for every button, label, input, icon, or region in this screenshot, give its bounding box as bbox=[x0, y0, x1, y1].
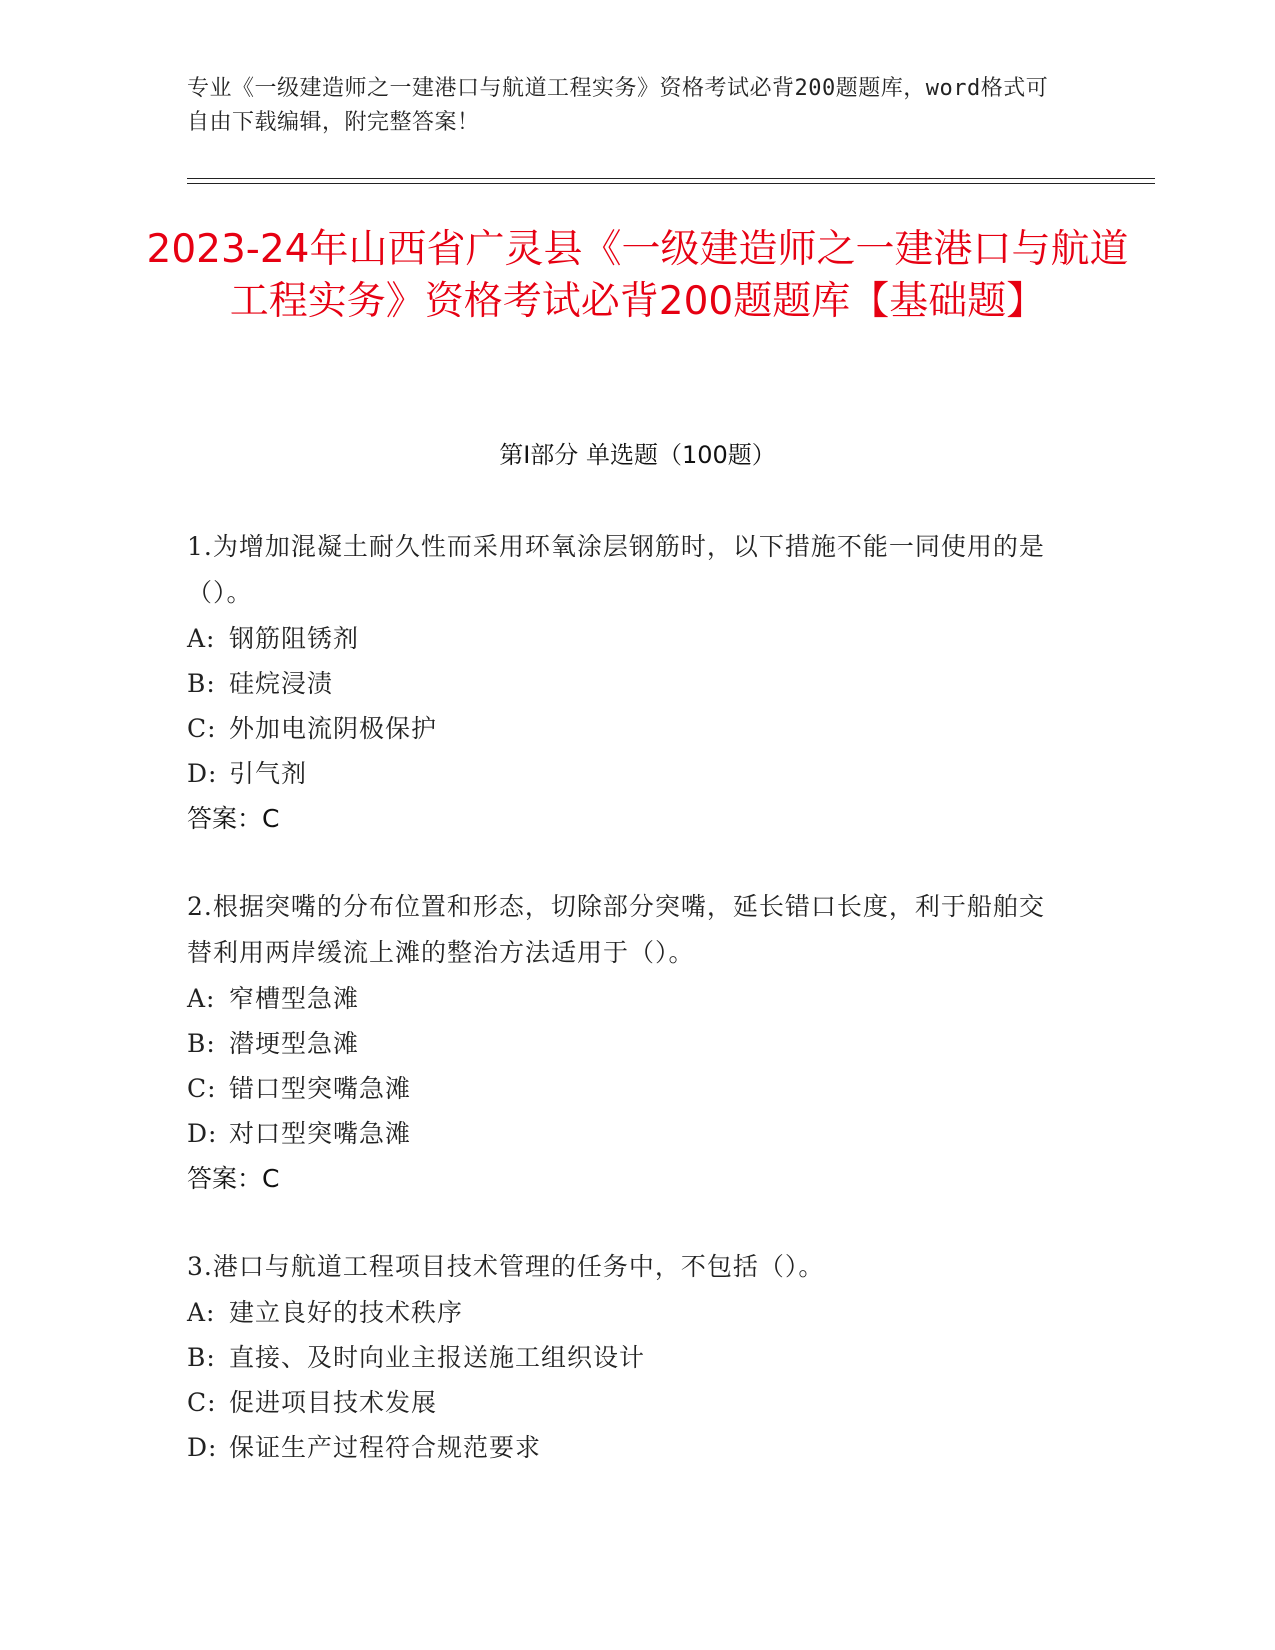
option-text: 错口型突嘴急滩 bbox=[229, 1074, 412, 1103]
option-text: 促进项目技术发展 bbox=[229, 1388, 438, 1417]
option-text: 潜埂型急滩 bbox=[229, 1029, 360, 1058]
option-c bbox=[187, 706, 1057, 751]
option-a bbox=[187, 976, 1057, 1021]
question-stem: 1.为增加混凝土耐久性而采用环氧涂层钢筋时，以下措施不能一同使用的是（）。 bbox=[187, 532, 1045, 607]
question-2 bbox=[187, 884, 1057, 1202]
header-divider-top bbox=[187, 178, 1155, 179]
option-c bbox=[187, 1066, 1057, 1111]
option-text: 直接、及时向业主报送施工组织设计 bbox=[229, 1343, 646, 1372]
option-text: 引气剂 bbox=[229, 759, 308, 788]
option-a bbox=[187, 616, 1057, 661]
question-stem: 3.港口与航道工程项目技术管理的任务中，不包括（）。 bbox=[187, 1252, 825, 1281]
option-letter: C: bbox=[187, 714, 217, 743]
option-d bbox=[187, 751, 1057, 796]
document-title: 2023-24年山西省广灵县《一级建造师之一建港口与航道工程实务》资格考试必背200题题库【基础题】 bbox=[146, 227, 1129, 324]
option-text: 保证生产过程符合规范要求 bbox=[229, 1433, 542, 1462]
answer-line: 答案：C bbox=[187, 804, 280, 833]
option-c bbox=[187, 1380, 1057, 1425]
option-text: 建立良好的技术秩序 bbox=[229, 1298, 464, 1327]
option-d bbox=[187, 1425, 1057, 1470]
option-letter: A: bbox=[187, 624, 216, 653]
option-letter: B: bbox=[187, 669, 216, 698]
option-letter: A: bbox=[187, 984, 216, 1013]
section-heading: 第Ⅰ部分 单选题（100题） bbox=[499, 441, 776, 469]
answer-line: 答案：C bbox=[187, 1164, 280, 1193]
option-letter: B: bbox=[187, 1343, 216, 1372]
option-text: 硅烷浸渍 bbox=[229, 669, 334, 698]
question-1 bbox=[187, 524, 1057, 842]
option-b bbox=[187, 1335, 1057, 1380]
option-text: 外加电流阴极保护 bbox=[229, 714, 438, 743]
option-letter: D: bbox=[187, 759, 218, 788]
option-text: 对口型突嘴急滩 bbox=[229, 1119, 412, 1148]
header-note: 专业《一级建造师之一建港口与航道工程实务》资格考试必背200题题库，word格式可自由下载编辑，附完整答案！ bbox=[187, 76, 1049, 135]
question-3 bbox=[187, 1244, 1057, 1470]
option-text: 窄槽型急滩 bbox=[229, 984, 360, 1013]
header-divider-bottom bbox=[187, 183, 1155, 184]
option-a bbox=[187, 1290, 1057, 1335]
option-text: 钢筋阻锈剂 bbox=[229, 624, 360, 653]
option-b bbox=[187, 1021, 1057, 1066]
option-letter: D: bbox=[187, 1433, 218, 1462]
question-stem: 2.根据突嘴的分布位置和形态，切除部分突嘴，延长错口长度，利于船舶交替利用两岸缓流上滩的整治方法适用于（）。 bbox=[187, 892, 1045, 967]
option-letter: D: bbox=[187, 1119, 218, 1148]
option-letter: B: bbox=[187, 1029, 216, 1058]
option-d bbox=[187, 1111, 1057, 1156]
option-letter: A: bbox=[187, 1298, 216, 1327]
option-b bbox=[187, 661, 1057, 706]
option-letter: C: bbox=[187, 1388, 217, 1417]
option-letter: C: bbox=[187, 1074, 217, 1103]
